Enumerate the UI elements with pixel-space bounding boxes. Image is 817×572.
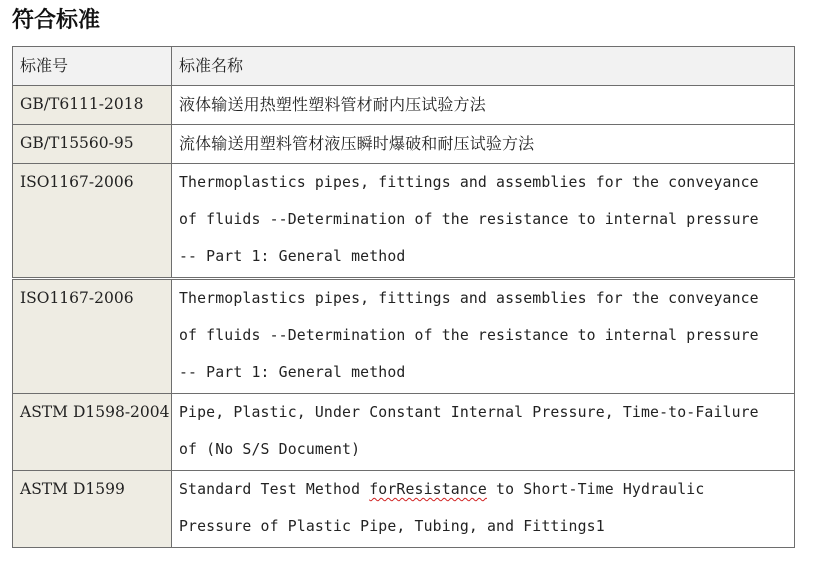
header-standard-name: 标准名称 <box>172 47 795 86</box>
standard-name-line: of fluids --Determination of the resistance to internal pressure <box>179 327 759 344</box>
standard-name-line: Pressure of Plastic Pipe, Tubing, and Fittings1 <box>179 518 605 535</box>
standard-name-cell <box>172 471 795 548</box>
standard-name-cell: 液体输送用热塑性塑料管材耐内压试验方法 <box>172 86 795 125</box>
table-row <box>13 164 795 278</box>
table-row <box>13 125 795 164</box>
standard-name-cell: 流体输送用塑料管材液压瞬时爆破和耐压试验方法 <box>172 125 795 164</box>
standard-number-cell: ISO1167-2006 <box>13 280 172 394</box>
standard-number-cell: ISO1167-2006 <box>13 164 172 278</box>
standard-number-cell: ASTM D1598-2004 <box>13 394 172 471</box>
standard-number-cell: ASTM D1599 <box>13 471 172 548</box>
text-segment: to Short-Time Hydraulic <box>487 481 705 498</box>
page-title: 符合标准 <box>12 8 101 33</box>
table-row <box>13 471 795 548</box>
standard-name-line: of (No S/S Document) <box>179 441 361 458</box>
standard-name-line: of fluids --Determination of the resistance to internal pressure <box>179 211 759 228</box>
standard-name-cell <box>172 280 795 394</box>
standard-name-cell <box>172 394 795 471</box>
standard-name-line: Thermoplastics pipes, fittings and assemblies for the conveyance <box>179 290 759 307</box>
table-row <box>13 86 795 125</box>
table-row <box>13 394 795 471</box>
standard-name-cell <box>172 164 795 278</box>
standard-number-cell: GB/T6111-2018 <box>13 86 172 125</box>
standard-name-line: Thermoplastics pipes, fittings and assemblies for the conveyance <box>179 174 759 191</box>
standard-name-line: -- Part 1: General method <box>179 364 406 381</box>
standard-name-line: Pipe, Plastic, Under Constant Internal Pressure, Time-to-Failure <box>179 404 759 421</box>
header-standard-number: 标准号 <box>13 47 172 86</box>
standards-table-continued <box>12 279 795 548</box>
spellcheck-flagged-word[interactable]: forResistance <box>369 481 487 498</box>
text-segment: Standard Test Method <box>179 481 370 498</box>
standard-name-line: -- Part 1: General method <box>179 248 406 265</box>
standard-name-line <box>179 471 788 508</box>
table-row <box>13 280 795 394</box>
standard-number-cell: GB/T15560-95 <box>13 125 172 164</box>
standards-table <box>12 46 795 278</box>
table-header-row <box>13 47 795 86</box>
